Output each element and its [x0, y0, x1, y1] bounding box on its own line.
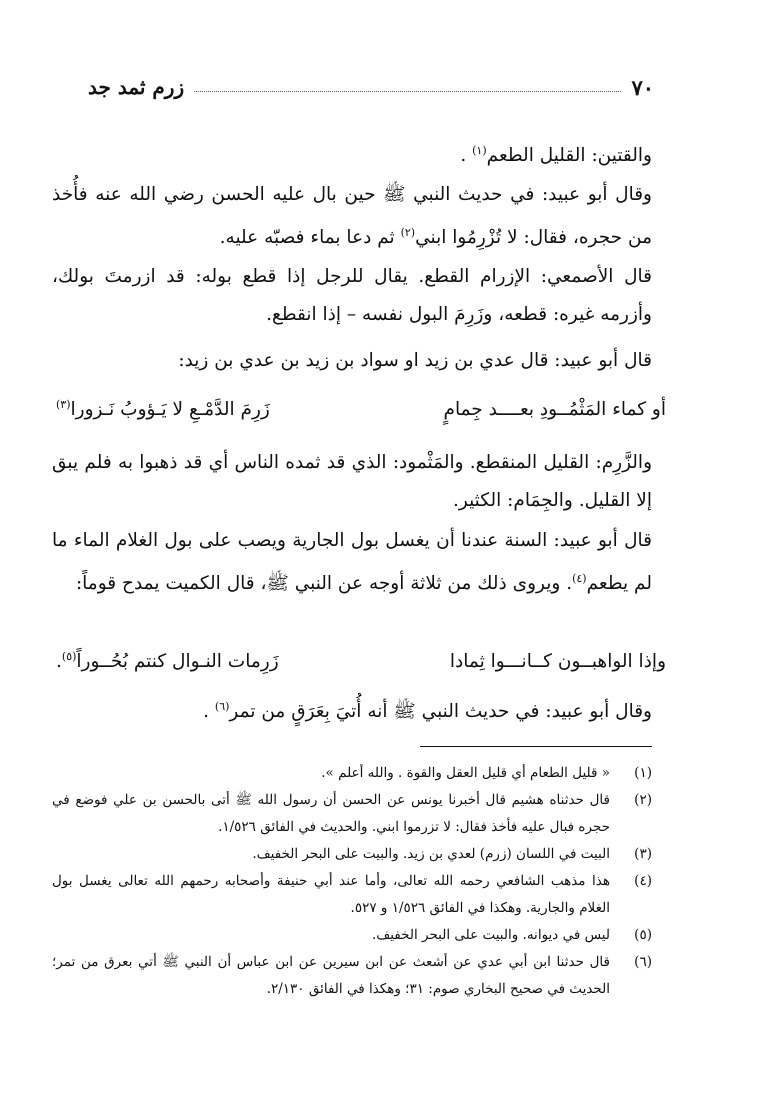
footnote-text: البيت في اللسان (زرم) لعدي بن زيد. والبيت على البحر الخفيف.: [252, 846, 610, 862]
page-header: [88, 72, 654, 102]
paragraph-1: [52, 132, 652, 175]
footnote-text: قال حدثناه هشيم قال أخبرنا يونس عن الحسن أن رسول الله ﷺ أتى بالحسن بن علي فوضع في حجره فبال عليه فأخذ فقال: لا تزرموا ابني. والحديث في الفائق ١/٥٢٦.: [52, 792, 610, 835]
footnotes: [52, 760, 652, 1003]
footnote-ref-6[interactable]: (٦): [214, 700, 230, 713]
footnote-number: (٦): [634, 954, 652, 970]
paragraph-5: [52, 444, 652, 520]
verse-2-end: .: [56, 651, 62, 673]
paragraph-7: [52, 688, 652, 731]
verse-2-hemistich-2: زَرِمات النـوال كنتم بُحُــوراً: [76, 651, 279, 673]
footnote-number: (٤): [634, 873, 652, 889]
verse-2: [56, 644, 666, 678]
running-head: زرم ثمد جد: [88, 75, 185, 99]
footnote-separator: [420, 746, 652, 747]
footnote-number: (٣): [634, 846, 652, 862]
paragraph-2-text-b: ثم دعا بماء فصبّه عليه.: [219, 227, 395, 249]
verse-1-hemistich-1: أو كماء المَثْمُــودِ بعــــد جِمامٍ: [443, 398, 666, 420]
paragraph-4-text: قال أبو عبيد: قال عدي بن زيد او سواد بن زيد بن عدي بن زيد:: [178, 350, 652, 371]
footnote-ref-3[interactable]: (٣): [56, 397, 71, 411]
paragraph-6: [52, 522, 652, 603]
footnote-4: [52, 868, 652, 922]
footnote-number: (٢): [634, 792, 652, 808]
page-number: ٧٠: [631, 74, 654, 100]
footnote-text: هذا مذهب الشافعي رحمه الله تعالى، وأما عند أبي حنيفة وأصحابه رحمهم الله تعالى يغسل بول الغلام والجارية. وهكذا في الفائق ١/٥٢٦ و ٥٢٧.: [52, 873, 610, 916]
footnote-1: [52, 760, 652, 787]
paragraph-4: [52, 342, 652, 380]
verse-1: [56, 392, 666, 426]
paragraph-1-text: والقتين: القليل الطعم: [486, 145, 652, 167]
header-dotted-rule: [194, 91, 621, 92]
verse-1-hemistich-2: زَرِمَ الدَّمْـعِ لا يَـؤوبُ نَـزورا: [70, 399, 270, 421]
paragraph-5-text: والزَّرِم: القليل المنقطع. والمَثْمود: الذي قد ثمده الناس أي قد ذهبوا به فلم يبق إلا القليل. والجِمَام: الكثير.: [52, 452, 652, 511]
verse-2-hemistich-1: وإذا الواهبــون كــانـــوا ثِمادا: [449, 650, 666, 672]
footnote-ref-4[interactable]: (٤): [572, 572, 587, 585]
footnote-ref-1[interactable]: (١): [472, 144, 487, 157]
paragraph-6-text-b: . ويروى ذلك من ثلاثة أوجه عن النبي ﷺ، قال الكميت يمدح قوماً:: [75, 573, 573, 595]
paragraph-2: [52, 176, 652, 257]
footnote-text: قال حدثنا ابن أبي عدي عن أشعث عن ابن سيرين عن ابن عباس أن النبي ﷺ أتي بعرق من تمر؛ الحديث في صحيح البخاري صوم: ٣١؛ وهكذا في الفائق ٢/١٣٠.: [52, 954, 610, 997]
paragraph-3-text: قال الأصمعي: الإزرام القطع. يقال للرجل إذا قطع بوله: قد ازرمتَ بولك، وأزرمه غيره: قطعه، وزَرِمَ البول نفسه – إذا انقطع.: [52, 266, 652, 325]
footnote-text: ليس في ديوانه. والبيت على البحر الخفيف.: [371, 927, 610, 943]
footnote-3: [52, 841, 652, 868]
footnote-text: « قليل الطعام أي قليل العقل والقوة . والله أعلم ».: [321, 765, 610, 781]
footnote-6: [52, 949, 652, 1003]
footnote-number: (٥): [634, 927, 652, 943]
footnote-2: [52, 787, 652, 841]
paragraph-1-end: .: [460, 145, 467, 167]
paragraph-7-end: .: [203, 701, 210, 723]
paragraph-2-text-a: وقال أبو عبيد: في حديث النبي ﷺ حين بال عليه الحسن رضي الله عنه فأُخذ من حجره، فقال: لا تُزْرِمُوا ابني: [52, 184, 652, 249]
footnote-number: (١): [634, 765, 652, 781]
paragraph-7-text: وقال أبو عبيد: في حديث النبي ﷺ أنه أُتيَ بِعَرَقٍ من تمر: [229, 701, 652, 723]
paragraph-6-text-a: قال أبو عبيد: السنة عندنا أن يغسل بول الجارية ويصب على بول الغلام الماء ما لم يطعم: [52, 530, 652, 595]
footnote-ref-5[interactable]: (٥): [61, 649, 77, 663]
footnote-5: [52, 922, 652, 949]
footnote-ref-2[interactable]: (٢): [400, 226, 416, 239]
paragraph-3: [52, 258, 652, 334]
